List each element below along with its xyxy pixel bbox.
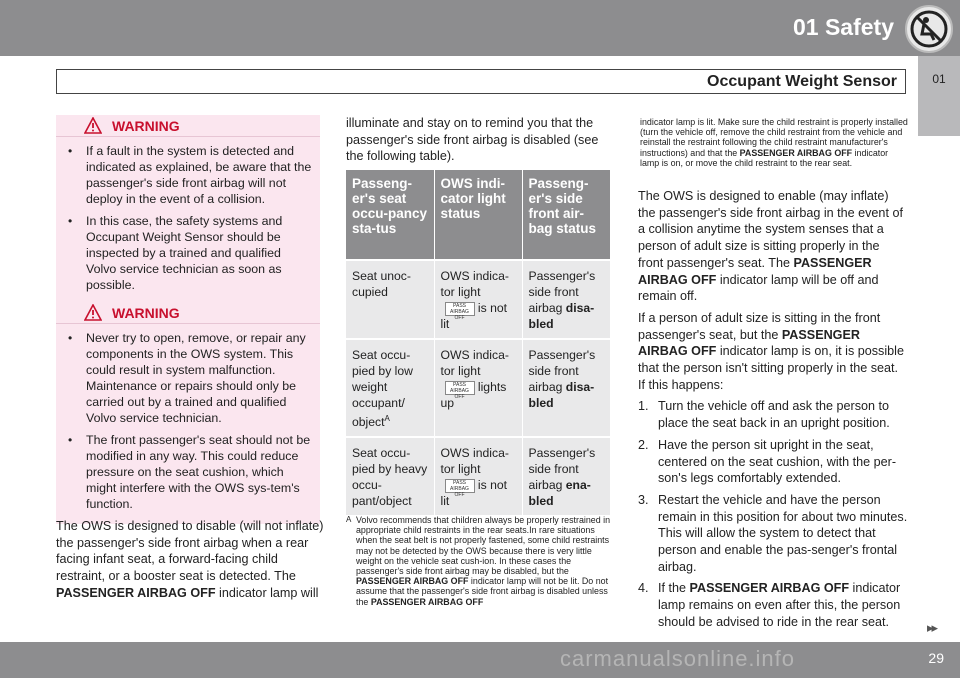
list-item bbox=[638, 437, 908, 487]
step-number: 2. bbox=[638, 437, 649, 452]
table-cell bbox=[522, 339, 610, 437]
step-text: Restart the vehicle and have the person remain in this position for about two minutes. This will allow the system to detect that person and enable the pas-senger's frontal airbag. bbox=[658, 492, 908, 574]
table-header: Passeng-er's side front air-bag status bbox=[522, 170, 610, 260]
warning-list bbox=[56, 324, 320, 524]
step-text: Turn the vehicle off and ask the person to place the seat back in an upright position. bbox=[658, 399, 890, 431]
cell-text: Seat unoc-cupied bbox=[352, 269, 411, 299]
list-item bbox=[638, 492, 908, 576]
ows-status-table bbox=[346, 170, 610, 515]
warning-item: • If a fault in the system is detected and indicated as explained, be aware that the passenger's side front airbag will not deploy in the event of a collision. bbox=[64, 143, 312, 207]
cell-bold: disa-bled bbox=[528, 380, 595, 410]
list-item bbox=[638, 580, 908, 630]
pass-airbag-off-indicator-icon: PASS AIRBAG OFF bbox=[445, 479, 475, 493]
bottom-bar bbox=[0, 642, 960, 678]
table-cell bbox=[522, 437, 610, 515]
warning-triangle-icon bbox=[84, 117, 102, 134]
text-run: indicator lamp is on, or move the child restraint to the rear seat. bbox=[640, 147, 889, 168]
step-number: 3. bbox=[638, 492, 649, 507]
cell-text: OWS indica-tor light bbox=[440, 348, 509, 378]
warning-header bbox=[56, 115, 320, 137]
bold-term: PASSENGER AIRBAG OFF bbox=[638, 327, 860, 359]
next-page-arrows-icon[interactable]: ▸▸ bbox=[926, 620, 936, 635]
text-run: Volvo recommends that children always be properly restrained in appropriate child restraints in the rear seats.In rare situations when the seat belt is not properly fastened, some child restraints may not be detected by the OWS because there is very little weight on the vehicle seat cush-ion. In these cases the passenger's side front airbag may be disabled, but the bbox=[356, 515, 611, 577]
col2-intro: illuminate and stay on to remind you that the passenger's side front airbag is disabled (see the following table). bbox=[346, 116, 599, 164]
bold-term: PASSENGER AIRBAG OFF bbox=[638, 255, 872, 287]
footnote-continuation bbox=[640, 117, 908, 168]
warning-title: WARNING bbox=[112, 118, 180, 134]
table-footnote bbox=[346, 515, 614, 607]
step-number: 1. bbox=[638, 399, 649, 414]
warning-item: • The front passenger's seat should not be modified in any way. This could reduce pressure on the seat cushion, which might interfere with the OWS sys-tem's function. bbox=[64, 432, 312, 512]
paragraph bbox=[638, 188, 908, 305]
list-item bbox=[638, 398, 908, 431]
pass-airbag-off-indicator-icon: PASS AIRBAG OFF bbox=[445, 381, 475, 395]
step-text: If the bbox=[658, 581, 687, 596]
table-row bbox=[346, 437, 610, 515]
table-cell bbox=[522, 260, 610, 339]
warning-box-2 bbox=[56, 302, 320, 524]
text-run: The OWS is designed to disable (will not inflate) the passenger's side front airbag when a rear facing infant seat, a forward-facing child restraint, or a booster seat is detected. The bbox=[56, 519, 324, 584]
warning-header bbox=[56, 302, 320, 324]
cell-text: is not lit bbox=[440, 301, 508, 331]
warning-title: WARNING bbox=[112, 305, 180, 321]
text-run: indicator lamp will bbox=[219, 585, 319, 600]
table-cell bbox=[346, 437, 434, 515]
cell-text: Passenger's side front airbag bbox=[528, 269, 596, 315]
cell-text: Passenger's side front airbag bbox=[528, 446, 596, 493]
cell-text: is not lit bbox=[440, 478, 508, 509]
chapter-tab-label: 01 bbox=[932, 72, 946, 86]
bold-term: PASSENGER AIRBAG OFF bbox=[356, 576, 469, 587]
table-row bbox=[346, 339, 610, 437]
table-header: OWS indi-cator light status bbox=[434, 170, 522, 260]
text-run: indicator lamp will not be lit. Do not assume that the passenger's side front airbag is disabled unless the bbox=[356, 576, 609, 607]
step-text: indicator lamp remains on even after this, the person should be advised to ride in the rear seat. bbox=[658, 581, 901, 629]
table-header: Passeng-er's seat occu-pancy sta-tus bbox=[346, 170, 434, 260]
warning-list bbox=[56, 137, 320, 305]
cell-text: Seat occu-pied by heavy occu-pant/object bbox=[352, 446, 428, 509]
col1-paragraph bbox=[56, 518, 326, 602]
chapter-tab bbox=[918, 56, 960, 136]
section-title: Occupant Weight Sensor bbox=[707, 73, 897, 90]
cell-text: OWS indica-tor light bbox=[440, 446, 509, 477]
cell-text: Seat occu-pied by low weight occupant/ object bbox=[352, 348, 413, 430]
warning-box-1 bbox=[56, 115, 320, 305]
bold-term: PASSENGER AIRBAG OFF bbox=[56, 585, 216, 600]
step-number: 4. bbox=[638, 581, 649, 596]
cell-bold: ena-bled bbox=[528, 478, 591, 509]
pass-airbag-off-indicator-icon: PASS AIRBAG OFF bbox=[445, 302, 475, 316]
warning-triangle-icon bbox=[84, 304, 102, 321]
footnote-ref: A bbox=[384, 414, 390, 423]
paragraph bbox=[638, 310, 908, 394]
warning-item: • In this case, the safety systems and Occupant Weight Sensor should be inspected by a trained and qualified Volvo service technician as soon as possible. bbox=[64, 213, 312, 293]
text-run: indicator lamp is on, it is possible that the person isn't sitting properly in the seat. If this happens: bbox=[638, 344, 904, 392]
bold-term: PASSENGER AIRBAG OFF bbox=[689, 581, 850, 596]
footnote-mark: A bbox=[346, 515, 352, 524]
airbag-off-icon bbox=[905, 5, 953, 53]
warning-item: • Never try to open, remove, or repair any components in the OWS system. This could result in system malfunction. Maintenance or repairs should only be carried out by a trained and qualified Volvo service technician. bbox=[64, 330, 312, 426]
text-run: indicator lamp is lit. Make sure the child restraint is properly installed (turn the vehicle off, remove the child restraint from the vehicle and reinstall the restraint following the child restraint manufacturer's instructions) and that the bbox=[640, 117, 908, 158]
cell-bold: disa-bled bbox=[528, 301, 595, 331]
step-text: Have the person sit upright in the seat, centered on the seat cushion, with the per-son's legs comfortably extended. bbox=[658, 437, 897, 486]
table-row bbox=[346, 260, 610, 339]
text-run: The OWS is designed to enable (may inflate) the passenger's side front airbag in the event of a collision anytime the system senses that a person of adult size is sitting properly in the front passenger's seat. The bbox=[638, 189, 903, 270]
cell-text: lights up bbox=[440, 380, 507, 410]
steps-list bbox=[638, 398, 908, 630]
table-cell bbox=[346, 260, 434, 339]
cell-text: OWS indica-tor light bbox=[440, 269, 509, 299]
cell-text: Passenger's side front airbag bbox=[528, 348, 596, 394]
col3-body bbox=[638, 188, 908, 636]
table-cell bbox=[434, 339, 522, 437]
watermark: carmanualsonline.info bbox=[560, 646, 796, 671]
page-number: 29 bbox=[928, 650, 944, 666]
bold-term: PASSENGER AIRBAG OFF bbox=[739, 147, 853, 158]
text-run: indicator lamp will be off and remain off. bbox=[638, 272, 879, 304]
table-cell bbox=[434, 260, 522, 339]
bold-term: PASSENGER AIRBAG OFF bbox=[370, 596, 484, 607]
text-run: If a person of adult size is sitting in the front passenger's seat, but the bbox=[638, 310, 881, 342]
section-header bbox=[56, 69, 906, 94]
chapter-title: 01 Safety bbox=[792, 14, 894, 40]
table-cell bbox=[434, 437, 522, 515]
table-cell bbox=[346, 339, 434, 437]
